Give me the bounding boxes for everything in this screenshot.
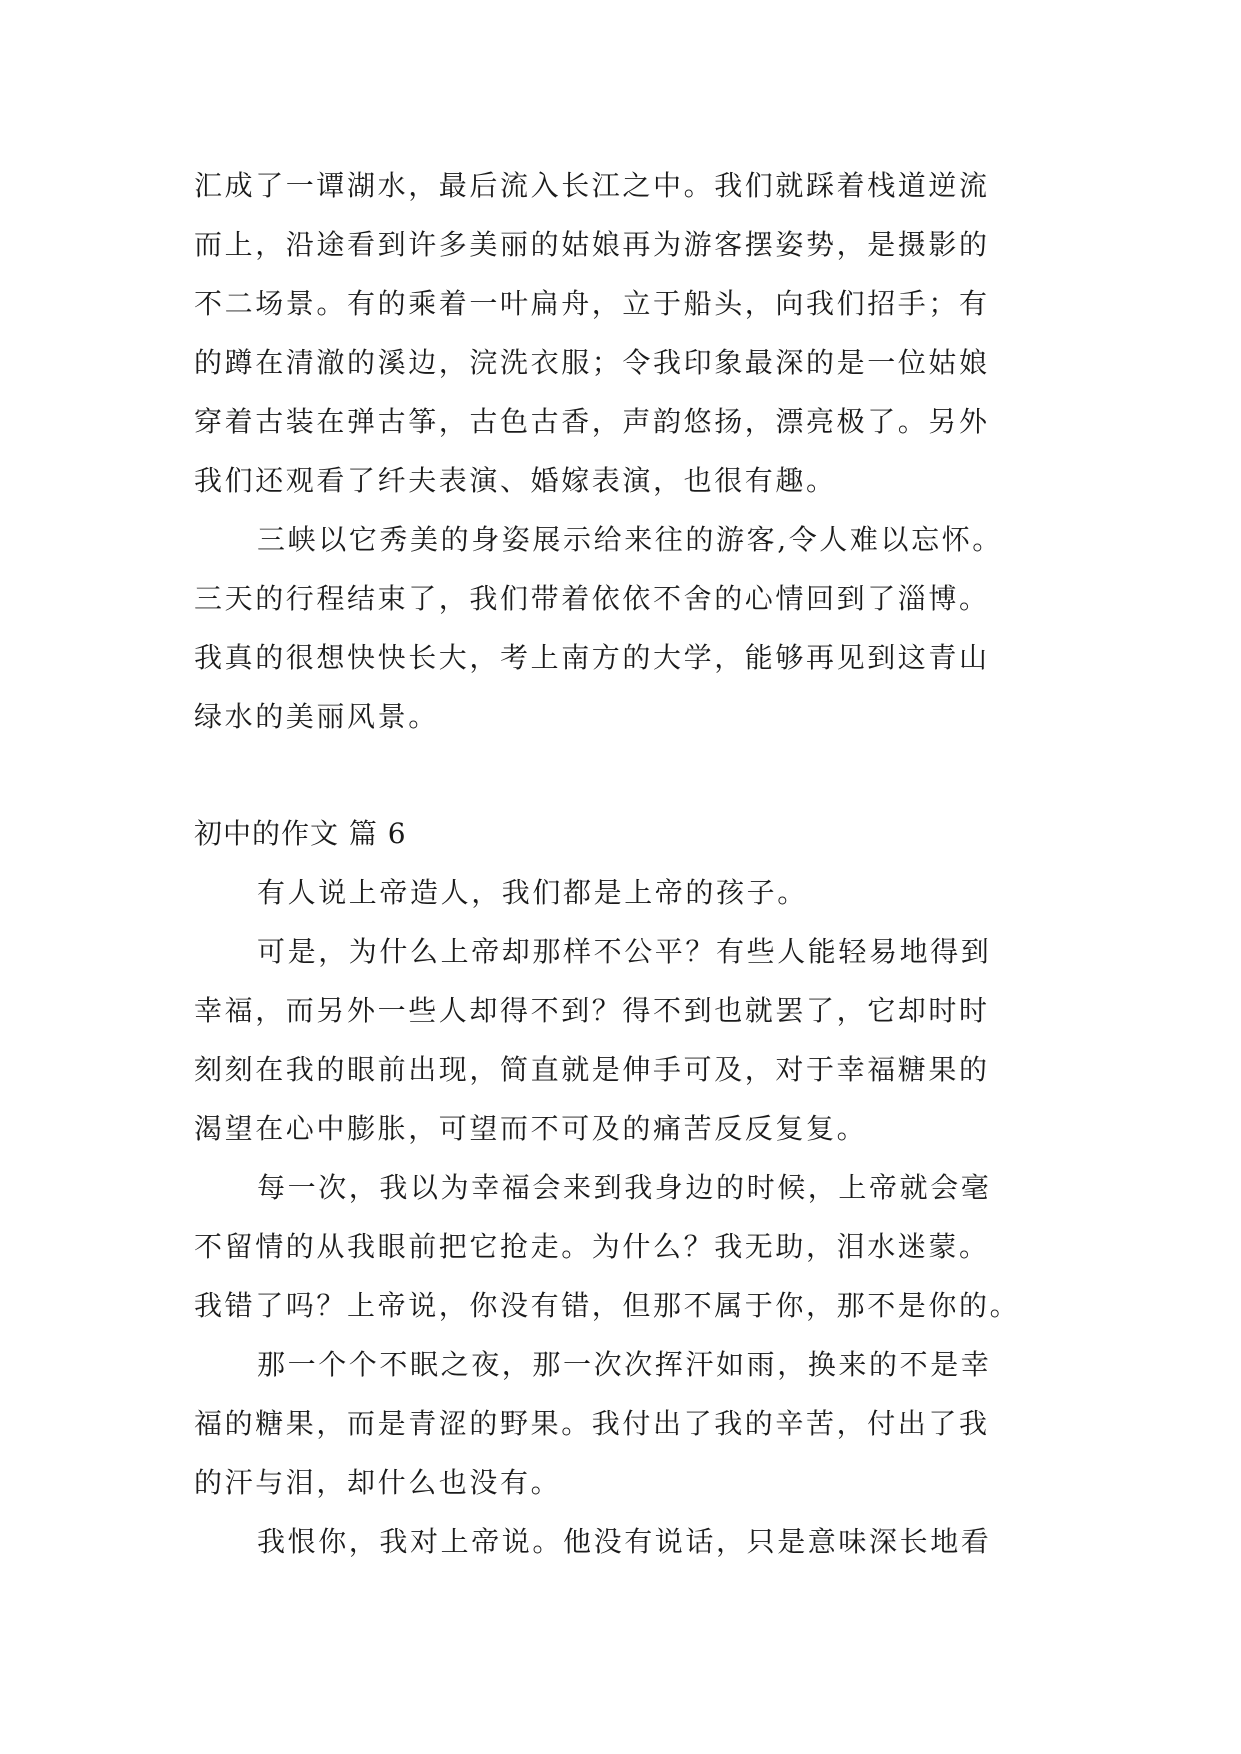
- text-line: 绿水的美丽风景。: [194, 700, 439, 733]
- text-line: 那一个个不眠之夜，那一次次挥汗如雨，换来的不是幸: [257, 1348, 992, 1381]
- text-line: 三天的行程结束了，我们带着依依不舍的心情回到了淄博。: [194, 582, 990, 615]
- text-line: 的蹲在清澈的溪边，浣洗衣服；令我印象最深的是一位姑娘: [194, 346, 990, 379]
- text-line: 福的糖果，而是青涩的野果。我付出了我的辛苦，付出了我: [194, 1407, 990, 1440]
- text-line: 可是，为什么上帝却那样不公平？有些人能轻易地得到: [257, 935, 992, 968]
- text-line: 三峡以它秀美的身姿展示给来往的游客,令人难以忘怀。: [257, 523, 1003, 556]
- text-line: 我恨你，我对上帝说。他没有说话，只是意味深长地看: [257, 1525, 992, 1558]
- text-line: 的汗与泪，却什么也没有。: [194, 1466, 562, 1499]
- text-line: 幸福，而另外一些人却得不到？得不到也就罢了，它却时时: [194, 994, 990, 1027]
- text-line: 而上，沿途看到许多美丽的姑娘再为游客摆姿势，是摄影的: [194, 228, 990, 261]
- text-line: 不留情的从我眼前把它抢走。为什么？我无助，泪水迷蒙。: [194, 1230, 990, 1263]
- text-line: 不二场景。有的乘着一叶扁舟，立于船头，向我们招手；有: [194, 287, 990, 320]
- text-line: 我真的很想快快长大，考上南方的大学，能够再见到这青山: [194, 641, 990, 674]
- text-line: 有人说上帝造人，我们都是上帝的孩子。: [257, 876, 808, 909]
- text-line: 渴望在心中膨胀，可望而不可及的痛苦反反复复。: [194, 1112, 868, 1145]
- text-line: 穿着古装在弹古筝，古色古香，声韵悠扬，漂亮极了。另外: [194, 405, 990, 438]
- text-line: 我错了吗？上帝说，你没有错，但那不属于你，那不是你的。: [194, 1289, 1021, 1322]
- text-line: 每一次，我以为幸福会来到我身边的时候，上帝就会毫: [257, 1171, 992, 1204]
- text-line: 我们还观看了纤夫表演、婚嫁表演，也很有趣。: [194, 464, 837, 497]
- text-line: 刻刻在我的眼前出现，简直就是伸手可及，对于幸福糖果的: [194, 1053, 990, 1086]
- section-heading: 初中的作文 篇 6: [194, 817, 407, 850]
- text-line: 汇成了一谭湖水，最后流入长江之中。我们就踩着栈道逆流: [194, 169, 990, 202]
